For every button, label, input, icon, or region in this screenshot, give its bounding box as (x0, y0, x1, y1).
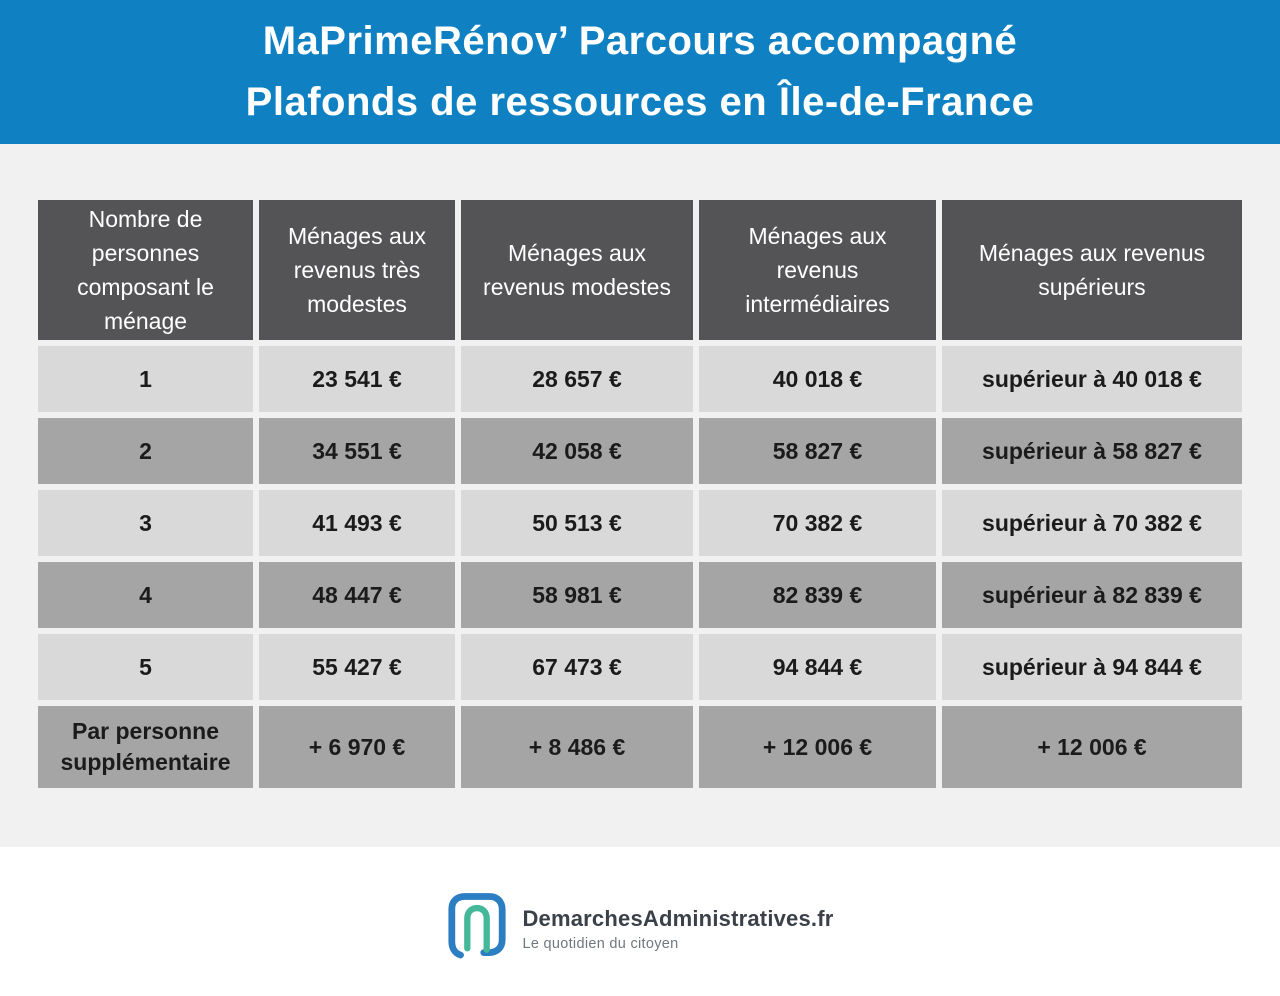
table-row (38, 634, 1242, 700)
table-cell: 1 (38, 346, 253, 412)
income-thresholds-table (32, 194, 1248, 794)
table-cell: supérieur à 70 382 € (942, 490, 1242, 556)
table-cell: 40 018 € (699, 346, 936, 412)
table-section (0, 144, 1280, 847)
column-header-very-modest: Ménages aux revenus très modestes (259, 200, 455, 340)
brand-tagline: Le quotidien du citoyen (522, 935, 679, 952)
brand-text-block (522, 906, 833, 952)
table-cell: 34 551 € (259, 418, 455, 484)
table-cell: 4 (38, 562, 253, 628)
column-header-intermediate: Ménages aux revenus intermédiaires (699, 200, 936, 340)
column-header-superior: Ménages aux revenus supérieurs (942, 200, 1242, 340)
table-cell: 2 (38, 418, 253, 484)
table-cell: 55 427 € (259, 634, 455, 700)
table-cell: 42 058 € (461, 418, 693, 484)
table-cell: 58 981 € (461, 562, 693, 628)
table-row (38, 706, 1242, 788)
column-header-household-size: Nombre de personnes composant le ménage (38, 200, 253, 340)
table-cell: supérieur à 82 839 € (942, 562, 1242, 628)
table-cell: 3 (38, 490, 253, 556)
brand-name: DemarchesAdministratives.fr (522, 905, 834, 931)
brand-logo (446, 878, 833, 965)
column-header-modest: Ménages aux revenus modestes (461, 200, 693, 340)
paperclip-icon (446, 892, 508, 965)
table-cell: + 12 006 € (942, 706, 1242, 788)
table-cell: 5 (38, 634, 253, 700)
table-cell: supérieur à 58 827 € (942, 418, 1242, 484)
table-cell: 82 839 € (699, 562, 936, 628)
table-row (38, 562, 1242, 628)
table-cell: Par personne supplémentaire (38, 706, 253, 788)
table-cell: 67 473 € (461, 634, 693, 700)
table-cell: + 6 970 € (259, 706, 455, 788)
table-row (38, 418, 1242, 484)
table-cell: 23 541 € (259, 346, 455, 412)
table-row (38, 346, 1242, 412)
title-line-2: Plafonds de ressources en Île-de-France (245, 80, 1035, 124)
table-cell: 70 382 € (699, 490, 936, 556)
table-row (38, 490, 1242, 556)
table-header-row (38, 200, 1242, 340)
table-cell: 48 447 € (259, 562, 455, 628)
title-banner (0, 0, 1280, 144)
title-line-1: MaPrimeRénov’ Parcours accompagné (262, 19, 1018, 63)
table-cell: supérieur à 94 844 € (942, 634, 1242, 700)
table-cell: 50 513 € (461, 490, 693, 556)
table-cell: 58 827 € (699, 418, 936, 484)
table-cell: 28 657 € (461, 346, 693, 412)
table-cell: 94 844 € (699, 634, 936, 700)
footer (0, 847, 1280, 996)
table-cell: supérieur à 40 018 € (942, 346, 1242, 412)
table-cell: + 12 006 € (699, 706, 936, 788)
table-cell: + 8 486 € (461, 706, 693, 788)
table-cell: 41 493 € (259, 490, 455, 556)
